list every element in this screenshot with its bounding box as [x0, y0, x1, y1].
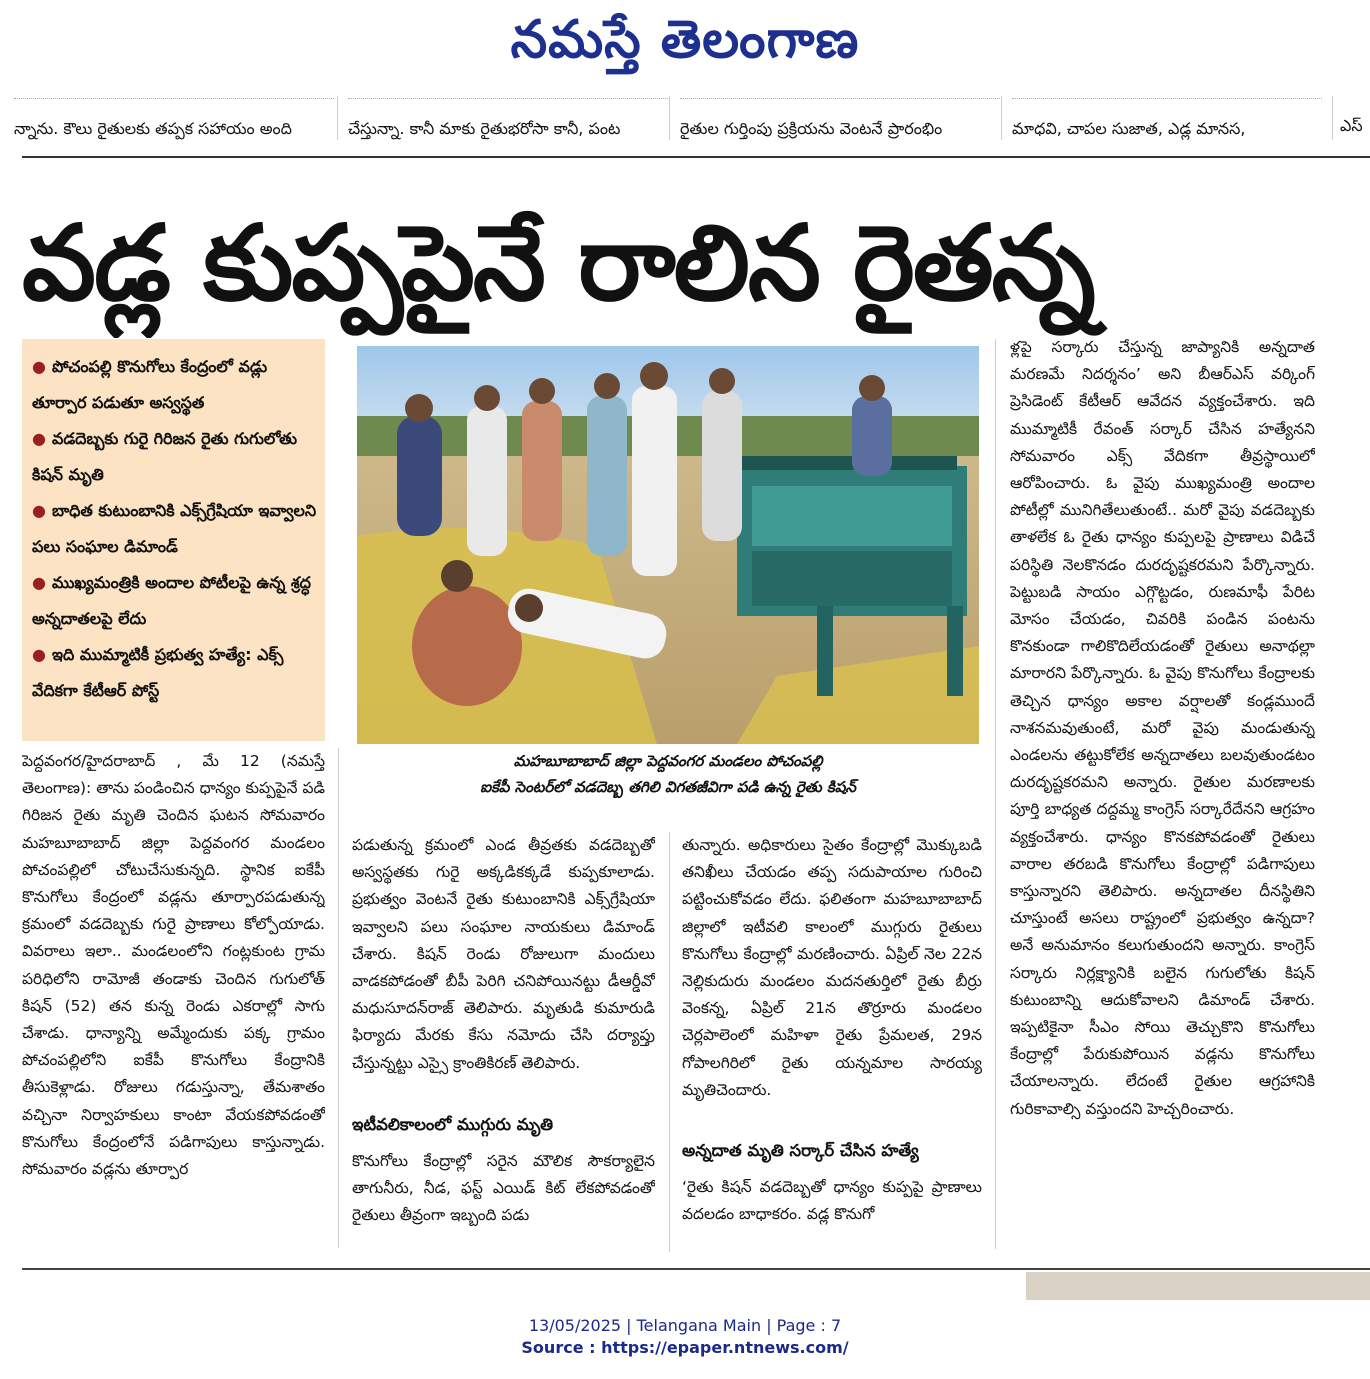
highlights-box: [22, 339, 325, 741]
bullet-icon: ●: [32, 357, 46, 376]
highlight-item: ● ముఖ్యమంత్రికి అందాల పోటీలపై ఉన్న శ్రద్ధ అన్నదాతలపై లేదు: [32, 573, 311, 628]
top-strip-col-4: మాధవి, చాపల సుజాత, ఎడ్ల మానస,: [1012, 96, 1322, 140]
bullet-icon: ●: [32, 429, 46, 448]
article-column-2: పడుతున్న క్రమంలో ఎండ తీవ్రతకు వడదెబ్బతో అస్వస్థతకు గురై అక్కడికక్కడే కుప్పకూలాడు. ప్రభుత్వం వెంటనే రైతు కుటుంబానికి ఎక్స్‌గ్రేషియా ఇవ్వాలని పలు సంఘాల నాయకులు డిమాండ్ చేశారు. కిషన్ రెండు రోజులుగా మందులు వాడకపోడంతో బీపీ పెరిగి చనిపోయినట్టు డీఆర్డీవో మధుసూదన్‌రాజ్ తెలిపారు. మృతుడి కుమారుడి ఫిర్యాదు మేరకు కేసు నమోదు చేసి దర్యాప్తు చేస్తున్నట్టు ఎస్సై క్రాంతికిరణ్ తెలిపారు. ఇటీవలికాలంలో ముగ్గురు మృతి కొనుగోలు కేంద్రాల్లో సరైన మౌలిక సౌకర్యాలైన తాగునీరు, నీడ, ఫస్ట్ ఎయిడ్ కిట్ లేకపోవడంతో రైతులు తీవ్రంగా ఇబ్బంది పడు: [352, 836, 655, 1225]
column-divider: [669, 96, 670, 140]
photo-caption: మహబూబాబాద్ జిల్లా పెద్దవంగర మండలం పోచంపల్లి ఐకేపీ సెంటర్‌లో వడదెబ్బ తగిలి విగతజీవిగా పడి ఉన్న రైతు కిషన్: [480, 752, 856, 796]
column-divider: [338, 748, 339, 1248]
page-footer: [0, 1315, 1370, 1359]
highlight-item: ● పోచంపల్లి కొనుగోలు కేంద్రంలో వడ్లు తూర్పార పడుతూ అస్వస్థత: [32, 357, 268, 412]
top-strip-col-3: రైతుల గుర్తింపు ప్రక్రియను వెంటనే ప్రారంభిం: [680, 96, 1000, 140]
bullet-icon: ●: [32, 501, 46, 520]
subheading: ఇటీవలికాలంలో ముగ్గురు మృతి: [352, 1115, 554, 1134]
subheading: అన్నదాత మృతి సర్కార్ చేసిన హత్యే: [682, 1141, 919, 1160]
masthead: [0, 0, 1370, 80]
article-column-3: తున్నారు. అధికారులు సైతం కేంద్రాల్లో మొక్కుబడి తనిఖీలు చేయడం తప్ప సదుపాయాల గురించి పట్టించుకోవడం లేదు. ఫలితంగా మహబూబాబాద్ జిల్లాలో ఇటీవలి కాలంలో ముగ్గురు రైతులు కొనుగోలు కేంద్రాల్లో మరణించారు. ఏప్రిల్ నెల 22న నెల్లికుదురు మండలం మదనతుర్తిలో రైతు బీర్రు వెంకన్న, ఏప్రిల్ 21న తొర్రూరు మండలం చెర్లపాలెంలో మహిళా రైతు ప్రేమలత, 29న గోపాలగిరిలో రైతు యన్నమాల సారయ్య మృతిచెందారు. అన్నదాత మృతి సర్కార్ చేసిన హత్యే ‘రైతు కిషన్ వడదెబ్బతో ధాన్యం కుప్పపై ప్రాణాలు వదలడం బాధాకరం. వడ్ల కొనుగో: [682, 836, 982, 1224]
top-strip-col-5: ఎస్: [1340, 116, 1363, 135]
next-article-image: [1026, 1272, 1370, 1300]
column-divider: [669, 832, 670, 1252]
newspaper-logo: నమస్తే తెలంగాణ: [510, 10, 860, 70]
section-rule: [22, 156, 1370, 158]
column-divider: [1332, 96, 1333, 140]
highlight-item: ● వడదెబ్బకు గురై గిరిజన రైతు గుగులోతు కిషన్ మృతి: [32, 429, 298, 484]
bullet-icon: ●: [32, 573, 46, 592]
news-photo: [357, 346, 979, 744]
top-strip-col-1: న్నాను. కౌలు రైతులకు తప్పక సహాయం అంది: [14, 96, 334, 140]
section-rule: [22, 1268, 1370, 1270]
top-strip-col-2: చేస్తున్నా. కానీ మాకు రైతుభరోసా కానీ, పంట: [348, 96, 668, 140]
article-headline: వడ్ల కుప్పపైనే రాలిన రైతన్న: [22, 202, 1094, 324]
source-link[interactable]: Source : https://epaper.ntnews.com/: [521, 1338, 849, 1357]
column-divider: [995, 339, 996, 1249]
highlight-item: ● ఇది ముమ్మాటికీ ప్రభుత్వ హత్యే: ఎక్స్ వేదికగా కేటీఆర్ పోస్ట్: [32, 645, 284, 700]
article-column-4: ళ్లపై సర్కారు చేస్తున్న జాప్యానికి అన్నదాత మరణమే నిదర్శనం’ అని బీఆర్‌ఎస్ వర్కింగ్ ప్రెసిడెంట్ కేటీఆర్ ఆవేదన వ్యక్తంచేశారు. ఇది ముమ్మాటికీ రేవంత్ సర్కార్ చేసిన హత్యేనని సోమవారం ఎక్స్ వేదికగా తీవ్రస్థాయిలో ఆరోపించారు. ఓ వైపు ముఖ్యమంత్రి అందాల పోటీల్లో మునిగితేలుతుంటే.. మరో వైపు వడదెబ్బకు తాళలేక ఓ రైతు ధాన్యం కుప్పలపై ప్రాణాలు విడిచే పరిస్థితి నెలకొనడం దురదృష్టకరమని పేర్కొన్నారు. పెట్టుబడి సాయం ఎగ్గొట్టడం, రుణమాఫీ పేరిట మోసం చేయడం, చివరికి పండిన పంటను కొనకుండా గాలికొదిలేయడంతో రైతులు అనాథల్లా మారారని పేర్కొన్నారు. ఓ వైపు కొనుగోలు కేంద్రాలకు తెచ్చిన ధాన్యం అకాల వర్షాలతో కండ్లముందే నాశనమవుతుంటే, మరో వైపు మండుతున్న ఎండలను తట్టుకోలేక అన్నదాతలు బలవుతుండటం దురదృష్టకరమని అన్నారు. రైతుల మరణాలకు పూర్తి బాధ్యత దద్దమ్మ కాంగ్రెస్ సర్కారేదేనని ఆగ్రహం వ్యక్తంచేశారు. ధాన్యం కొనకపోవడంతో రైతులు వారాల తరబడి కొనుగోలు కేంద్రాల్లో పడిగాపులు కాస్తున్నారని తెలిపారు. అన్నదాతల దీనస్థితిని చూస్తుంటే అసలు రాష్ట్రంలో ప్రభుత్వం ఉన్నదా? అనే అనుమానం కలుగుతుందని అన్నారు. కాంగ్రెస్ సర్కారు నిర్లక్ష్యానికి బలైన గుగులోతు కిషన్ కుటుంబాన్ని ఆదుకోవాలని డిమాండ్ చేశారు. ఇప్పటికైనా సీఎం సోయి తెచ్చుకొని కొనుగోలు కేంద్రాల్లో పేరుకుపోయిన వడ్లను కొనుగోలు చేయాలన్నారు. లేదంటే రైతుల ఆగ్రహానికి గురికావాల్సి వస్తుందని హెచ్చరించారు.: [1010, 338, 1315, 1118]
highlight-item: ● బాధిత కుటుంబానికి ఎక్స్‌గ్రేషియా ఇవ్వాలని పలు సంఘాల డిమాండ్: [32, 501, 317, 556]
article-column-1: పెద్దవంగర/హైదరాబాద్ , మే 12 (నమస్తే తెలంగాణ): తాను పండించిన ధాన్యం కుప్పపైనే పడి గిరిజన రైతు మృతి చెందిన ఘటన సోమవారం మహబూబాబాద్ జిల్లా పెద్దవంగర మండలం పోచంపల్లిలో చోటుచేసుకున్నది. స్థానిక ఐకేపీ కొనుగోలు కేంద్రంలో వడ్లను తూర్పారపడుతున్న క్రమంలో వడదెబ్బకు గురై ప్రాణాలు కోల్పోయాడు. వివరాలు ఇలా.. మండలంలోని గంట్లకుంట గ్రామ పరిధిలోని రామోజీ తండాకు చెందిన గుగులోత్ కిషన్ (52) తన కున్న రెండు ఎకరాల్లో సాగు చేశాడు. ధాన్యాన్ని అమ్మేందుకు పక్క గ్రామం పోచంపల్లిలోని ఐకేపీ కొనుగోలు కేంద్రానికి తీసుకెళ్లాడు. రోజులు గడుస్తున్నా, తేమశాతం వచ్చినా నిర్వాహకులు కాంటా వేయకపోవడంతో కొనుగోలు కేంద్రంలోనే పడిగాపులు కాస్తున్నాడు. సోమవారం వడ్లను తూర్పార: [22, 752, 325, 1179]
bullet-icon: ●: [32, 645, 46, 664]
edition-info: 13/05/2025 | Telangana Main | Page : 7: [528, 1316, 842, 1335]
column-divider: [337, 96, 338, 140]
column-divider: [1001, 96, 1002, 140]
